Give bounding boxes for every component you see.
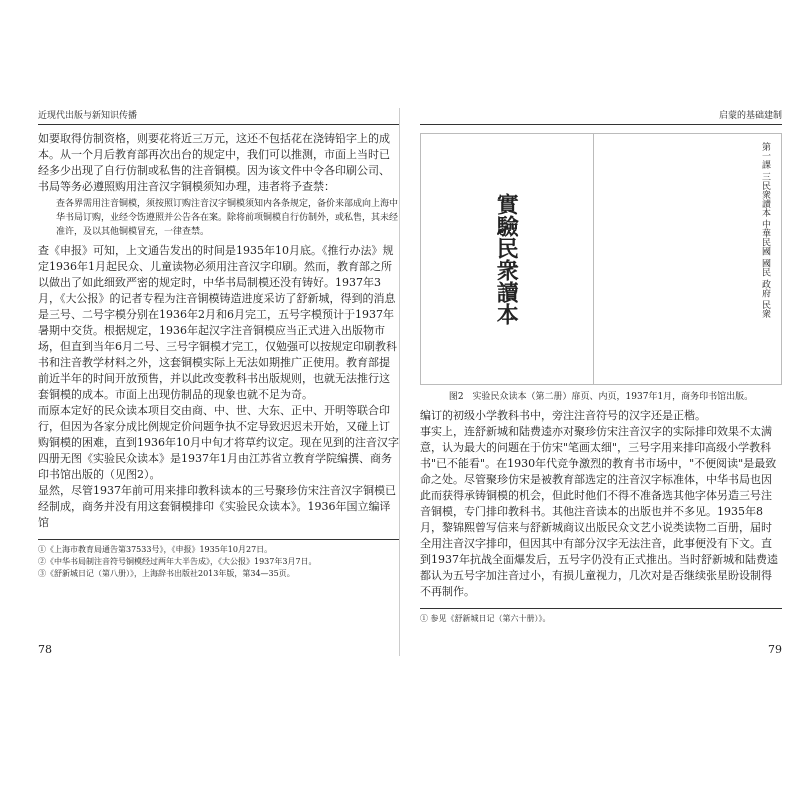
cover-image: [421, 134, 594, 384]
gutter: [399, 108, 400, 656]
paragraph: 而原本定好的民众读本项目交由商、中、世、大东、正中、开明等联合印行，但因为各家分成比例规定价问题争执不定导致迟迟未开始，又碰上订购铜模的困难，直到1936年10月中旬才将草约议定。现在见到的注音汉字四册无图《实验民众读本》是1937年1月由江苏省立教育学院编撰、商务印书馆出版的（见图2）。: [38, 404, 399, 481]
footnote: ②《中华书局制注音符号铜模经过两年大半告成》，《大公报》1937年3月7日。: [38, 557, 317, 566]
footnote: ①《上海市教育局通告第37533号》，《申报》1935年10月27日。: [38, 545, 273, 554]
paragraph: 如要取得仿制资格，则要花将近三万元，这还不包括花在浇铸铅字上的成本。从一个月后教育部再次出台的规定中，我们可以推测，市面上当时已经多少出现了自行仿制或私售的注音铜模。因为该文件中令各印刷公司、书局等务必遵照购用注音汉字铜模须知办理，违者将予查禁：: [38, 132, 390, 193]
block-quote: 查各界需用注音铜模，须按照订购注音汉字铜模须知内各条规定，备价来部成向上海中华书局订购，业经令饬遵照并公告各在案。除将前项铜模自行仿制外，或私售，其未经准许，及以其他铜模冒充，一律查禁。: [56, 199, 399, 237]
paragraph: 编订的初级小学教科书中，旁注注音符号的汉字还是正楷。: [420, 409, 706, 422]
running-head: 启蒙的基础建制: [420, 108, 782, 125]
footnotes: [420, 608, 782, 625]
footnotes: [38, 539, 400, 580]
cover-title: 實驗民衆讀本: [493, 193, 520, 325]
figure: [420, 133, 782, 385]
right-page: [420, 108, 782, 656]
inner-page-image: 第一課 三民衆讀本 中華民國 國民 政府 民衆: [760, 142, 770, 319]
running-head: 近现代出版与新知识传播: [38, 108, 400, 125]
figure-caption: 图2 实验民众读本（第二册）扉页、内页，1937年1月，商务印书馆出版。: [448, 392, 754, 402]
footnote: ③《舒新城日记（第八册）》，上海辞书出版社2013年版，第34—35页。: [38, 569, 295, 578]
page-number: 78: [38, 643, 52, 656]
paragraph: 显然，尽管1937年前可用来排印教科读本的三号聚珍仿宋注音汉字铜模已经制成，商务并没有用这套铜模排印《实验民众读本》。1936年国立编译馆: [38, 484, 396, 529]
left-page: [38, 108, 400, 656]
footnote: ① 参见《舒新城日记（第六十册）》。: [420, 614, 551, 623]
page-number: 79: [768, 643, 782, 656]
paragraph: 事实上，连舒新城和陆费逵亦对聚珍仿宋注音汉字的实际排印效果不太满意，认为最大的问题在于仿宋"笔画太细"，三号字用来排印高级小学教科书"已不能看"。在1930年代竞争激烈的教育书市场中，"不便阅读"是最致命之处。尽管聚珍仿宋是被教育部选定的注音汉字标准体，中华书局也因此而获得承铸铜模的机会，但此时他们不得不准备选其他字体另造三号注音铜模，专门排印教科书。其他注音读本的出版也并不多见。1935年8月，黎锦熙曾写信来与舒新城商议出版民众文艺小说类读物二百册，届时全用注音汉字排印，但因其中有部分汉字无法注音，此事便没有下文。直到1937年抗战全面爆发后，五号字仍没有正式推出。当时舒新城和陆费逵都认为五号字加注音过小，有损儿童视力，几次对是否继续张星盼设制得不再制作。: [420, 425, 778, 598]
paragraph: 查《申报》可知，上文通告发出的时间是1935年10月底。《推行办法》规定1936年1月起民众、儿童读物必须用注音汉字印刷。然而，教育部之所以做出了如此细致严密的规定时，中华书局制模还没有铸好。1937年3月，《大公报》的记者专程为注音铜模铸造进度采访了舒新城，得到的消息是三号、二号字模分别在1936年2月和6月完工，五号字模预计于1937年暑期中交货。根据规定，1936年起汉字注音铜模应当正式进入出版物市场，但直到当年6月二号、三号字铜模才完工，仅勉强可以按规定印刷教科书和注音教学材料之外，这套铜模实际上无法如期推广正使用。教育部提前近半年的时间开放预售，并以此改变教科书出版规则，也就无法推行这套铜模的成本。市面上出现仿制品的现象也就不足为奇。: [38, 244, 397, 401]
